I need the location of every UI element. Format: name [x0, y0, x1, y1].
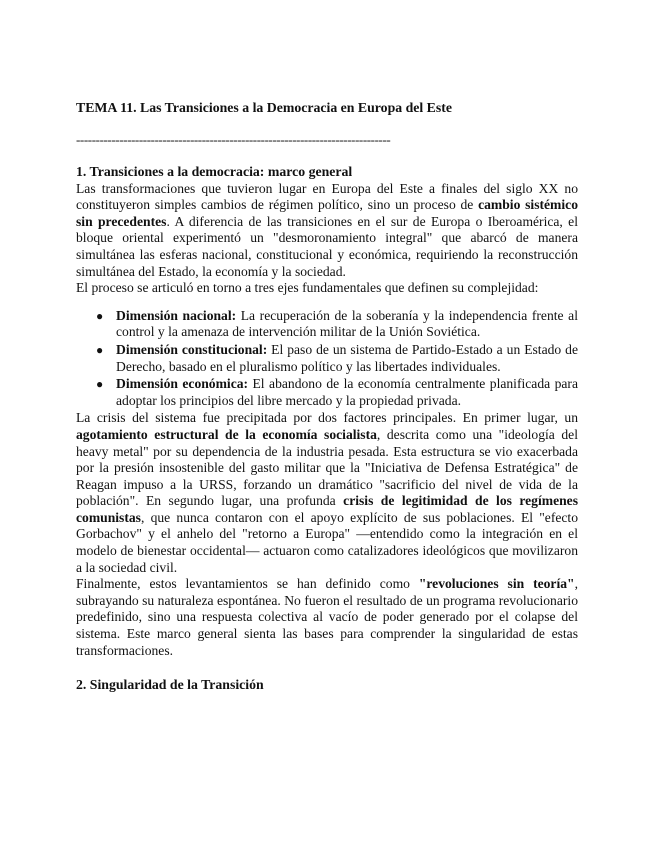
paragraph-text: , subrayando su naturaleza espontánea. No fueron el resultado de un programa revolucionario predefinido, sino una respuesta colectiva al vacío de poder generado por el colapse del sistema. Este marco general sienta las bases para comprender la singularidad de estas transformaciones. — [76, 576, 578, 658]
emphasis-text: "revoluciones sin teoría" — [418, 576, 575, 592]
list-item-label: Dimensión nacional: — [116, 307, 237, 323]
section-heading-1: 1. Transiciones a la democracia: marco general — [76, 164, 353, 179]
emphasis-text: cambio sistémico sin precedentes — [76, 197, 578, 229]
document-content — [76, 100, 578, 694]
list-item — [96, 341, 578, 375]
paragraph-text: , descrita como una "ideología del heavy metal" por su dependencia de la industria pesada. Esta estructura se vio exacerbada por la presión insostenible del gasto militar que la "Iniciativa de Defensa Estratégica" de Reagan impuso a la URSS, forzando un dramático "sacrificio del nivel de vida de la población". En segundo lugar, una profunda — [76, 426, 578, 509]
separator-line: -------------------------------------------------------------------------------- — [76, 132, 391, 147]
paragraph-crisis — [76, 410, 578, 576]
bullet-icon: ● — [96, 308, 104, 323]
paragraph-intro — [76, 181, 578, 281]
list-item-text: El paso de un sistema de Partido-Estado a un Estado de Derecho, basado en el pluralismo político y las libertades individuales. — [116, 341, 578, 374]
list-item-text: El abandono de la economía centralmente planificada para adoptar los principios del libre mercado y la propiedad privada. — [116, 376, 578, 408]
bullet-icon: ● — [96, 377, 104, 392]
emphasis-text: agotamiento estructural de la economía socialista — [76, 426, 377, 442]
list-item-label: Dimensión económica: — [116, 376, 249, 392]
paragraph-text: Finalmente, estos levantamientos se han definido como — [76, 576, 419, 592]
emphasis-text: crisis de legitimidad de los regímenes comunistas — [76, 493, 578, 525]
section-heading-2: 2. Singularidad de la Transición — [76, 677, 264, 693]
list-item — [96, 307, 578, 341]
list-item-text: La recuperación de la soberanía y la independencia frente al control y la amenaza de intervención militar de la Unión Soviética. — [116, 307, 578, 340]
document-title: TEMA 11. Las Transiciones a la Democracia en Europa del Este — [76, 100, 452, 115]
paragraph-text: . A diferencia de las transiciones en el sur de Europa o Iberoamérica, el bloque oriental experimentó un "desmoronamiento integral" que abarcó de manera simultánea las esferas nacional, constitucional y económica, requiriendo la reconstrucción simultánea del Estado, la economía y la sociedad. — [76, 213, 578, 279]
list-item — [96, 376, 578, 409]
paragraph-revolutions — [76, 576, 578, 659]
paragraph-text: , que nunca contaron con el apoyo explícito de sus poblaciones. El "efecto Gorbachov" y el anhelo del "retorno a Europa" —entendido como la integración en el modelo de bienestar occidental— actuaron como catalizadores ideológicos que movilizaron a la sociedad civil. — [76, 509, 578, 575]
list-item-label: Dimensión constitucional: — [116, 341, 268, 357]
paragraph-text: Las transformaciones que tuvieron lugar en Europa del Este a finales del siglo XX no constituyeron simples cambios de régimen político, sino un proceso de — [76, 180, 578, 213]
bullet-icon: ● — [96, 342, 104, 357]
dimensions-list — [76, 308, 578, 410]
paragraph-text: La crisis del sistema fue precipitada por dos factores principales. En primer lugar, un — [76, 410, 578, 426]
paragraph-axes: El proceso se articuló en torno a tres ejes fundamentales que definen su complejidad: — [76, 280, 539, 296]
